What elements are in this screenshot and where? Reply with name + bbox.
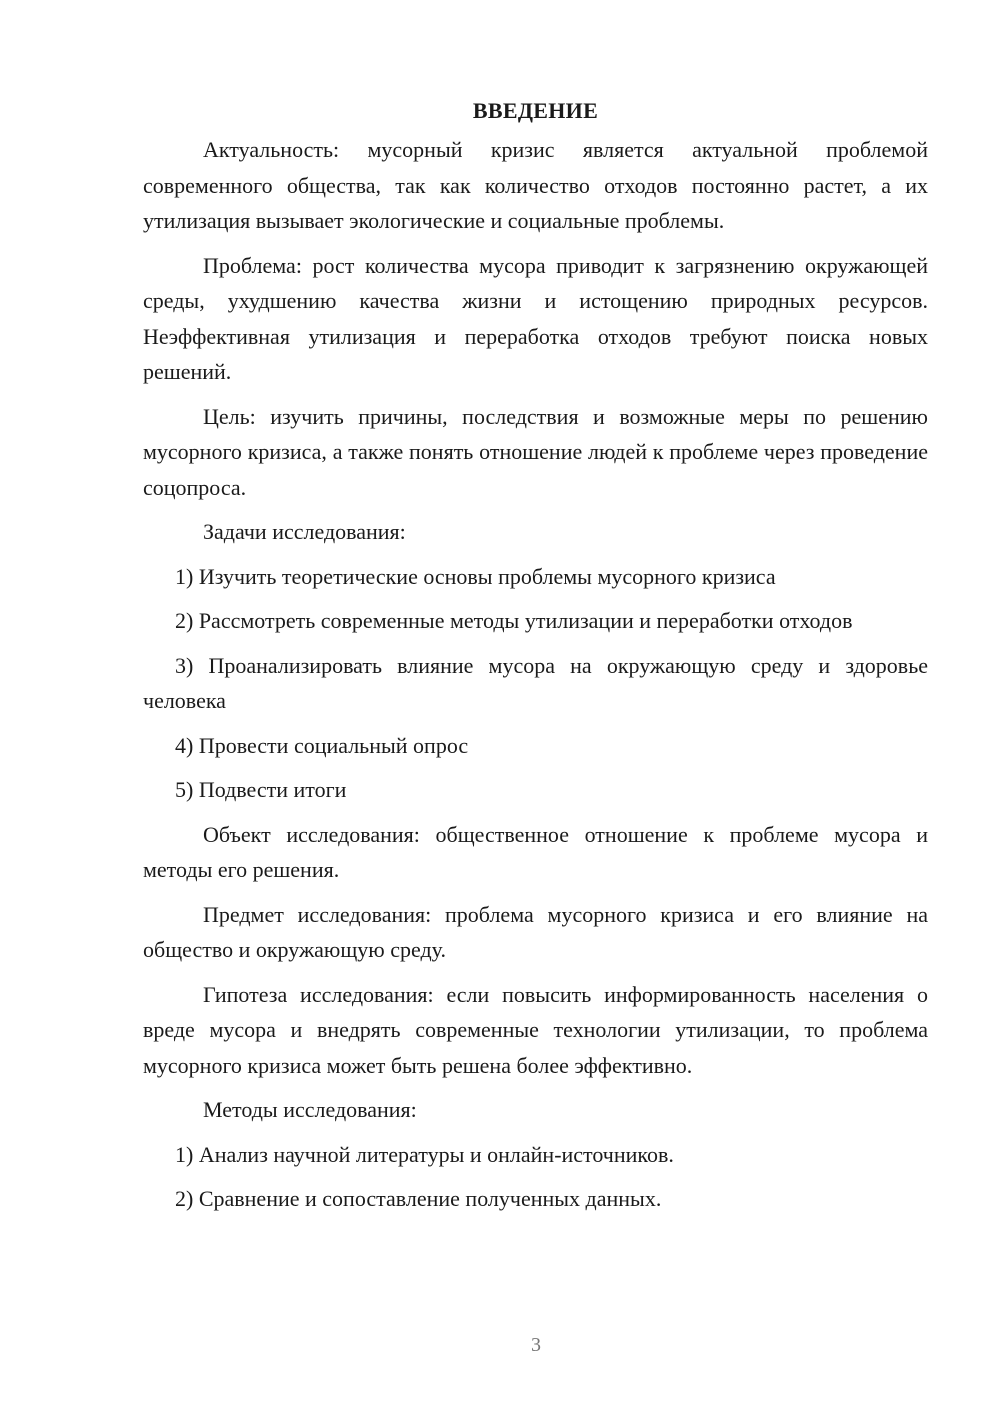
- paragraph-object: Объект исследования: общественное отношение к проблеме мусора и методы его решения.: [143, 821, 928, 882]
- task-item-3: 3) Проанализировать влияние мусора на окружающую среду и здоровье человека: [143, 652, 928, 713]
- paragraph-problem: Проблема: рост количества мусора приводит к загрязнению окружающей среды, ухудшению качества жизни и истощению природных ресурсов. Неэффективная утилизация и переработка отходов требуют поиска новых решений.: [143, 252, 928, 384]
- methods-heading: Методы исследования:: [203, 1097, 417, 1122]
- method-item-2: 2) Сравнение и сопоставление полученных данных.: [175, 1186, 662, 1211]
- paragraph-hypothesis: Гипотеза исследования: если повысить информированность населения о вреде мусора и внедрять современные технологии утилизации, то проблема мусорного кризиса может быть решена более эффективно.: [143, 981, 928, 1078]
- paragraph-goal: Цель: изучить причины, последствия и возможные меры по решению мусорного кризиса, а также понять отношение людей к проблеме через проведение соцопроса.: [143, 403, 928, 500]
- page-content: [143, 96, 928, 1226]
- task-item-1: 1) Изучить теоретические основы проблемы мусорного кризиса: [175, 563, 776, 589]
- task-item-2: 2) Рассмотреть современные методы утилизации и переработки отходов: [175, 608, 853, 633]
- tasks-heading: Задачи исследования:: [203, 519, 406, 544]
- section-title: ВВЕДЕНИЕ: [472, 98, 599, 123]
- paragraph-subject: Предмет исследования: проблема мусорного кризиса и его влияние на общество и окружающую среду.: [143, 901, 928, 962]
- task-item-4: 4) Провести социальный опрос: [175, 732, 469, 758]
- paragraph-relevance: Актуальность: мусорный кризис является актуальной проблемой современного общества, так как количество отходов постоянно растет, а их утилизация вызывает экологические и социальные проблемы.: [143, 137, 928, 233]
- page-number: 3: [531, 1334, 541, 1356]
- task-item-5: 5) Подвести итоги: [175, 777, 347, 802]
- method-item-1: 1) Анализ научной литературы и онлайн-источников.: [175, 1141, 674, 1167]
